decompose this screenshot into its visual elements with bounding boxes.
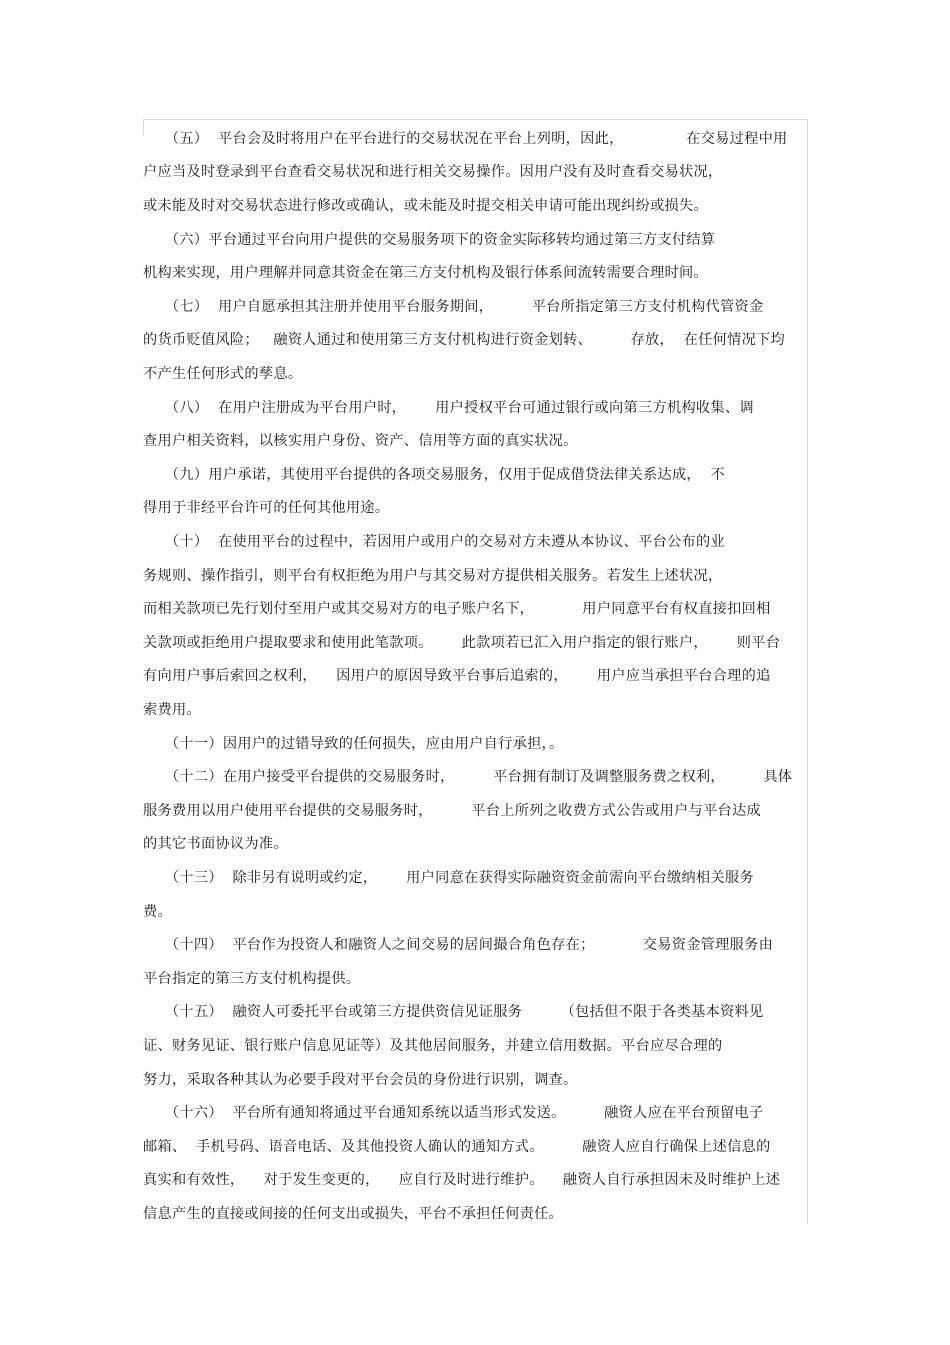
text-line: 的其它书面协议为准。 xyxy=(143,836,288,852)
text-line: 有向用户事后索回之权利， 因用户的原因导致平台事后追索的， 用户应当承担平台合理的追 xyxy=(143,668,771,684)
text-line: 努力，采取各种其认为必要手段对平台会员的身份进行识别，调查。 xyxy=(143,1072,578,1088)
text-line: （十） 在使用平台的过程中，若因用户或用户的交易对方未遵从本协议、平台公布的业 xyxy=(143,534,726,550)
text-line: 真实和有效性， 对于发生变更的， 应自行及时进行维护。 融资人自行承担因未及时维护上述 xyxy=(143,1172,781,1188)
text-line: 费。 xyxy=(143,904,172,920)
text-line: （十四） 平台作为投资人和融资人之间交易的居间撮合角色存在； 交易资金管理服务由 xyxy=(143,937,774,953)
text-line: （六）平台通过平台向用户提供的交易服务项下的资金实际移转均通过第三方支付结算 xyxy=(143,232,716,248)
text-line: 索费用。 xyxy=(143,702,201,718)
text-line: （八） 在用户注册成为平台用户时， 用户授权平台可通过银行或向第三方机构收集、调 xyxy=(143,400,754,416)
text-line: 或未能及时对交易状态进行修改或确认，或未能及时提交相关申请可能出现纠纷或损失。 xyxy=(143,198,709,214)
text-line: （七） 用户自愿承担其注册并使用平台服务期间， 平台所指定第三方支付机构代管资金 xyxy=(143,299,764,315)
text-line: （十五） 融资人可委托平台或第三方提供资信见证服务 （包括但不限于各类基本资料见 xyxy=(143,1004,764,1020)
text-line: 邮箱、 手机号码、语音电话、及其他投资人确认的通知方式。 融资人应自行确保上述信息的 xyxy=(143,1139,771,1155)
text-line: 的货币贬值风险； 融资人通过和使用第三方支付机构进行资金划转、 存放， 在任何情况下均 xyxy=(143,332,786,348)
text-line: 户应当及时登录到平台查看交易状况和进行相关交易操作。因用户没有及时查看交易状况， xyxy=(143,164,723,180)
text-line: 平台指定的第三方支付机构提供。 xyxy=(143,971,361,987)
text-line: （十六） 平台所有通知将通过平台通知系统以适当形式发送。 融资人应在平台预留电子 xyxy=(143,1105,764,1121)
text-line: （十一）因用户的过错导致的任何损失，应由用户自行承担，。 xyxy=(143,736,564,752)
text-line: （十三） 除非另有说明或约定， 用户同意在获得实际融资资金前需向平台缴纳相关服务 xyxy=(143,870,754,886)
text-line: 关款项或拒绝用户提取要求和使用此笔款项。 此款项若已汇入用户指定的银行账户， 则平台 xyxy=(143,635,781,651)
text-line: （九）用户承诺，其使用平台提供的各项交易服务，仅用于促成借贷法律关系达成， 不 xyxy=(143,467,726,483)
page-frame-top-border xyxy=(143,119,808,120)
text-line: 查用户相关资料，以核实用户身份、资产、信用等方面的真实状况。 xyxy=(143,433,578,449)
text-line: 机构来实现，用户理解并同意其资金在第三方支付机构及银行体系间流转需要合理时间。 xyxy=(143,265,709,281)
text-line: 得用于非经平台许可的任何其他用途。 xyxy=(143,500,390,516)
text-line: 服务费用以用户使用平台提供的交易服务时， 平台上所列之收费方式公告或用户与平台达成 xyxy=(143,803,761,819)
page-frame-right-border xyxy=(807,119,808,1224)
text-line: 而相关款项已先行划付至用户或其交易对方的电子账户名下， 用户同意平台有权直接扣回相 xyxy=(143,601,771,617)
text-line: 证、财务见证、银行账户信息见证等）及其他居间服务，并建立信用数据。平台应尽合理的 xyxy=(143,1038,723,1054)
text-line: （十二）在用户接受平台提供的交易服务时， 平台拥有制订及调整服务费之权利， 具体 xyxy=(143,769,793,785)
text-line: 不产生任何形式的孳息。 xyxy=(143,366,303,382)
text-line: 务规则、操作指引，则平台有权拒绝为用户与其交易对方提供相关服务。若发生上述状况， xyxy=(143,568,723,584)
text-line: 信息产生的直接或间接的任何支出或损失，平台不承担任何责任。 xyxy=(143,1206,564,1222)
text-line: （五） 平台会及时将用户在平台进行的交易状况在平台上列明，因此， 在交易过程中用 xyxy=(143,131,788,147)
